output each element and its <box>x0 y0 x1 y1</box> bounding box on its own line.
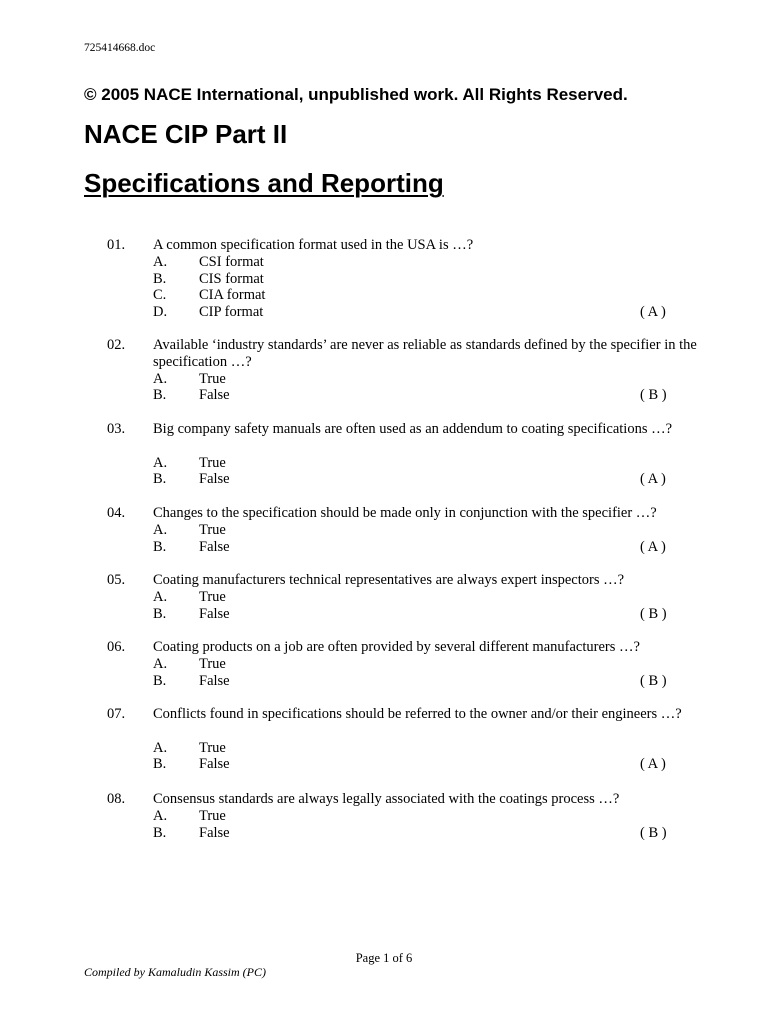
option-letter: B. <box>153 824 167 841</box>
option-letter: B. <box>153 270 167 287</box>
question-number: 08. <box>107 791 126 807</box>
question-number: 04. <box>107 505 126 521</box>
correct-answer: ( B ) <box>640 605 667 622</box>
option-text: CSI format <box>199 253 264 270</box>
answer-option <box>0 756 768 773</box>
option-letter: B. <box>153 387 167 404</box>
option-letter: A. <box>153 521 168 538</box>
option-text: CIP format <box>199 304 264 321</box>
option-text: False <box>199 471 230 488</box>
option-letter: A. <box>153 454 168 471</box>
question-text: Coating manufacturers technical representatives are always expert inspectors …? <box>153 572 625 588</box>
answer-option <box>0 808 768 825</box>
answer-option <box>0 522 768 539</box>
option-letter: C. <box>153 287 167 304</box>
copyright-notice: © 2005 NACE International, unpublished work. All Rights Reserved. <box>84 85 628 104</box>
answer-option <box>0 673 768 690</box>
answer-option <box>0 589 768 606</box>
option-text: True <box>199 588 226 605</box>
compiled-by: Compiled by Kamaludin Kassim (PC) <box>84 965 266 979</box>
correct-answer: ( B ) <box>640 387 667 404</box>
answer-option <box>0 455 768 472</box>
option-letter: A. <box>153 370 168 387</box>
answer-option <box>0 740 768 757</box>
answer-option <box>0 387 768 404</box>
option-text: CIS format <box>199 270 264 287</box>
option-letter: A. <box>153 655 168 672</box>
question-number: 01. <box>107 237 126 253</box>
document-filename: 725414668.doc <box>84 42 156 54</box>
option-letter: B. <box>153 605 167 622</box>
answer-option <box>0 254 768 271</box>
option-text: True <box>199 655 226 672</box>
option-letter: D. <box>153 304 168 321</box>
option-text: False <box>199 824 230 841</box>
option-text: True <box>199 370 226 387</box>
correct-answer: ( A ) <box>640 471 666 488</box>
document-title: NACE CIP Part II <box>84 119 288 149</box>
question-number: 03. <box>107 421 126 437</box>
question-text: Available ‘industry standards’ are never as reliable as standards defined by the specifier in the specification …? <box>153 337 697 370</box>
option-text: True <box>199 454 226 471</box>
option-text: True <box>199 521 226 538</box>
correct-answer: ( B ) <box>640 672 667 689</box>
question-number: 05. <box>107 572 126 588</box>
question-text: Coating products on a job are often provided by several different manufacturers …? <box>153 639 640 655</box>
question-text: Consensus standards are always legally associated with the coatings process …? <box>153 791 620 807</box>
page-number: Page 1 of 6 <box>355 951 413 965</box>
option-letter: A. <box>153 588 168 605</box>
correct-answer: ( A ) <box>640 304 666 321</box>
option-letter: B. <box>153 538 167 555</box>
option-text: CIA format <box>199 287 266 304</box>
option-text: False <box>199 538 230 555</box>
question-text: Changes to the specification should be made only in conjunction with the specifier …? <box>153 505 657 521</box>
answer-option <box>0 371 768 388</box>
question-number: 06. <box>107 639 126 655</box>
question-text: Conflicts found in specifications should be referred to the owner and/or their engineers …? <box>153 706 682 722</box>
answer-option <box>0 656 768 673</box>
answer-option <box>0 271 768 288</box>
option-letter: B. <box>153 756 167 773</box>
answer-option <box>0 304 768 321</box>
question-number: 07. <box>107 706 126 722</box>
option-text: False <box>199 756 230 773</box>
question-number: 02. <box>107 337 126 353</box>
option-letter: A. <box>153 253 168 270</box>
answer-option <box>0 825 768 842</box>
option-text: False <box>199 387 230 404</box>
option-text: False <box>199 672 230 689</box>
option-text: False <box>199 605 230 622</box>
answer-option <box>0 606 768 623</box>
question-text: A common specification format used in the USA is …? <box>153 237 474 253</box>
answer-option <box>0 471 768 488</box>
correct-answer: ( A ) <box>640 538 666 555</box>
answer-option <box>0 539 768 556</box>
answer-option <box>0 287 768 304</box>
option-text: True <box>199 807 226 824</box>
document-subtitle: Specifications and Reporting <box>84 168 444 198</box>
correct-answer: ( B ) <box>640 824 667 841</box>
correct-answer: ( A ) <box>640 756 666 773</box>
question-text: Big company safety manuals are often used as an addendum to coating specifications …? <box>153 421 673 437</box>
option-letter: A. <box>153 807 168 824</box>
option-letter: B. <box>153 672 167 689</box>
option-letter: B. <box>153 471 167 488</box>
option-letter: A. <box>153 739 168 756</box>
option-text: True <box>199 739 226 756</box>
